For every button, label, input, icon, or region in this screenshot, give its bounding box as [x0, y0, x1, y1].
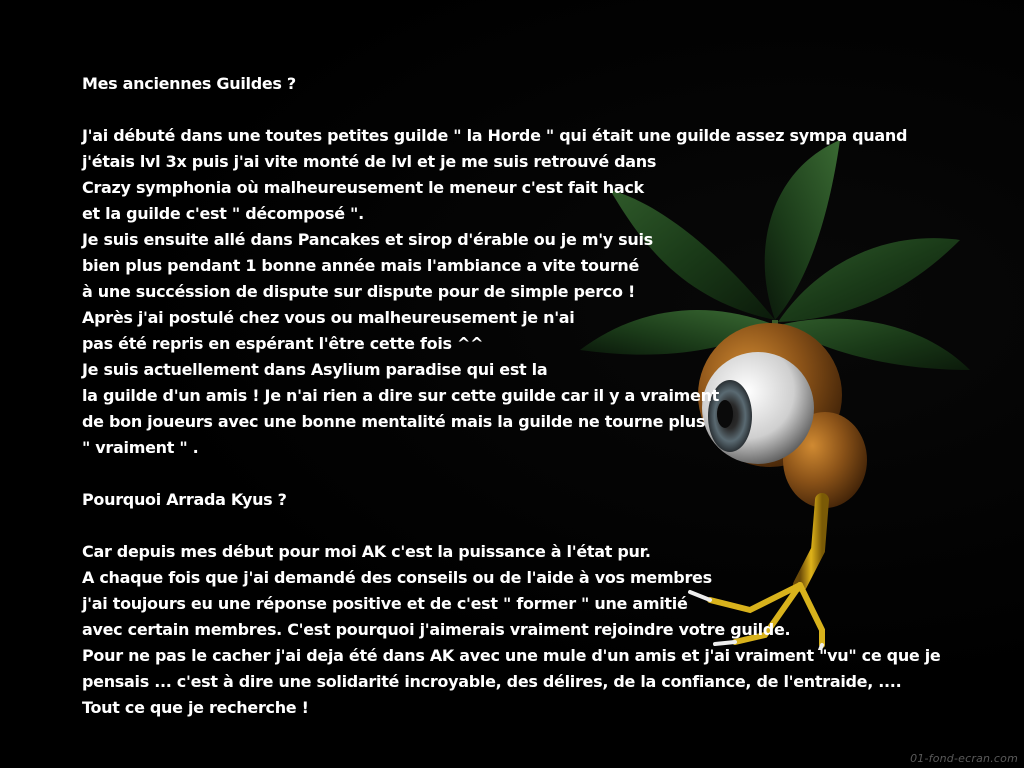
- text-line: Je suis ensuite allé dans Pancakes et sirop d'érable ou je m'y suis: [82, 230, 653, 249]
- guild-application-text: [82, 71, 982, 721]
- text-line: à une succéssion de dispute sur dispute pour de simple perco !: [82, 282, 635, 301]
- text-line: j'ai toujours eu une réponse positive et de c'est " former " une amitié: [82, 594, 688, 613]
- text-line: Pour ne pas le cacher j'ai deja été dans AK avec une mule d'un amis et j'ai vraiment "vu" ce que je: [82, 646, 941, 665]
- text-line: et la guilde c'est " décomposé ".: [82, 204, 364, 223]
- text-line: Tout ce que je recherche !: [82, 698, 309, 717]
- text-line: j'étais lvl 3x puis j'ai vite monté de lvl et je me suis retrouvé dans: [82, 152, 657, 171]
- blank-line: [82, 513, 982, 539]
- text-line: bien plus pendant 1 bonne année mais l'ambiance a vite tourné: [82, 256, 640, 275]
- heading-former-guilds: Mes anciennes Guildes ?: [82, 74, 296, 93]
- text-line: Après j'ai postulé chez vous ou malheureusement je n'ai: [82, 308, 575, 327]
- heading-why-arrada-kyus: Pourquoi Arrada Kyus ?: [82, 490, 287, 509]
- text-line: la guilde d'un amis ! Je n'ai rien a dire sur cette guilde car il y a vraiment: [82, 386, 720, 405]
- blank-line: [82, 461, 982, 487]
- text-line: Je suis actuellement dans Asylium paradise qui est la: [82, 360, 548, 379]
- text-line: A chaque fois que j'ai demandé des conseils ou de l'aide à vos membres: [82, 568, 712, 587]
- text-line: de bon joueurs avec une bonne mentalité mais la guilde ne tourne plus: [82, 412, 706, 431]
- watermark: 01-fond-ecran.com: [910, 752, 1018, 765]
- text-line: J'ai débuté dans une toutes petites guilde " la Horde " qui était une guilde assez sympa quand: [82, 126, 908, 145]
- blank-line: [82, 97, 982, 123]
- text-line: Crazy symphonia où malheureusement le meneur c'est fait hack: [82, 178, 644, 197]
- text-line: pas été repris en espérant l'être cette fois ^^: [82, 334, 484, 353]
- text-line: avec certain membres. C'est pourquoi j'aimerais vraiment rejoindre votre guilde.: [82, 620, 791, 639]
- text-line: Car depuis mes début pour moi AK c'est la puissance à l'état pur.: [82, 542, 651, 561]
- text-line: pensais ... c'est à dire une solidarité incroyable, des délires, de la confiance, de l'entraide, ....: [82, 672, 902, 691]
- text-line: " vraiment " .: [82, 438, 199, 457]
